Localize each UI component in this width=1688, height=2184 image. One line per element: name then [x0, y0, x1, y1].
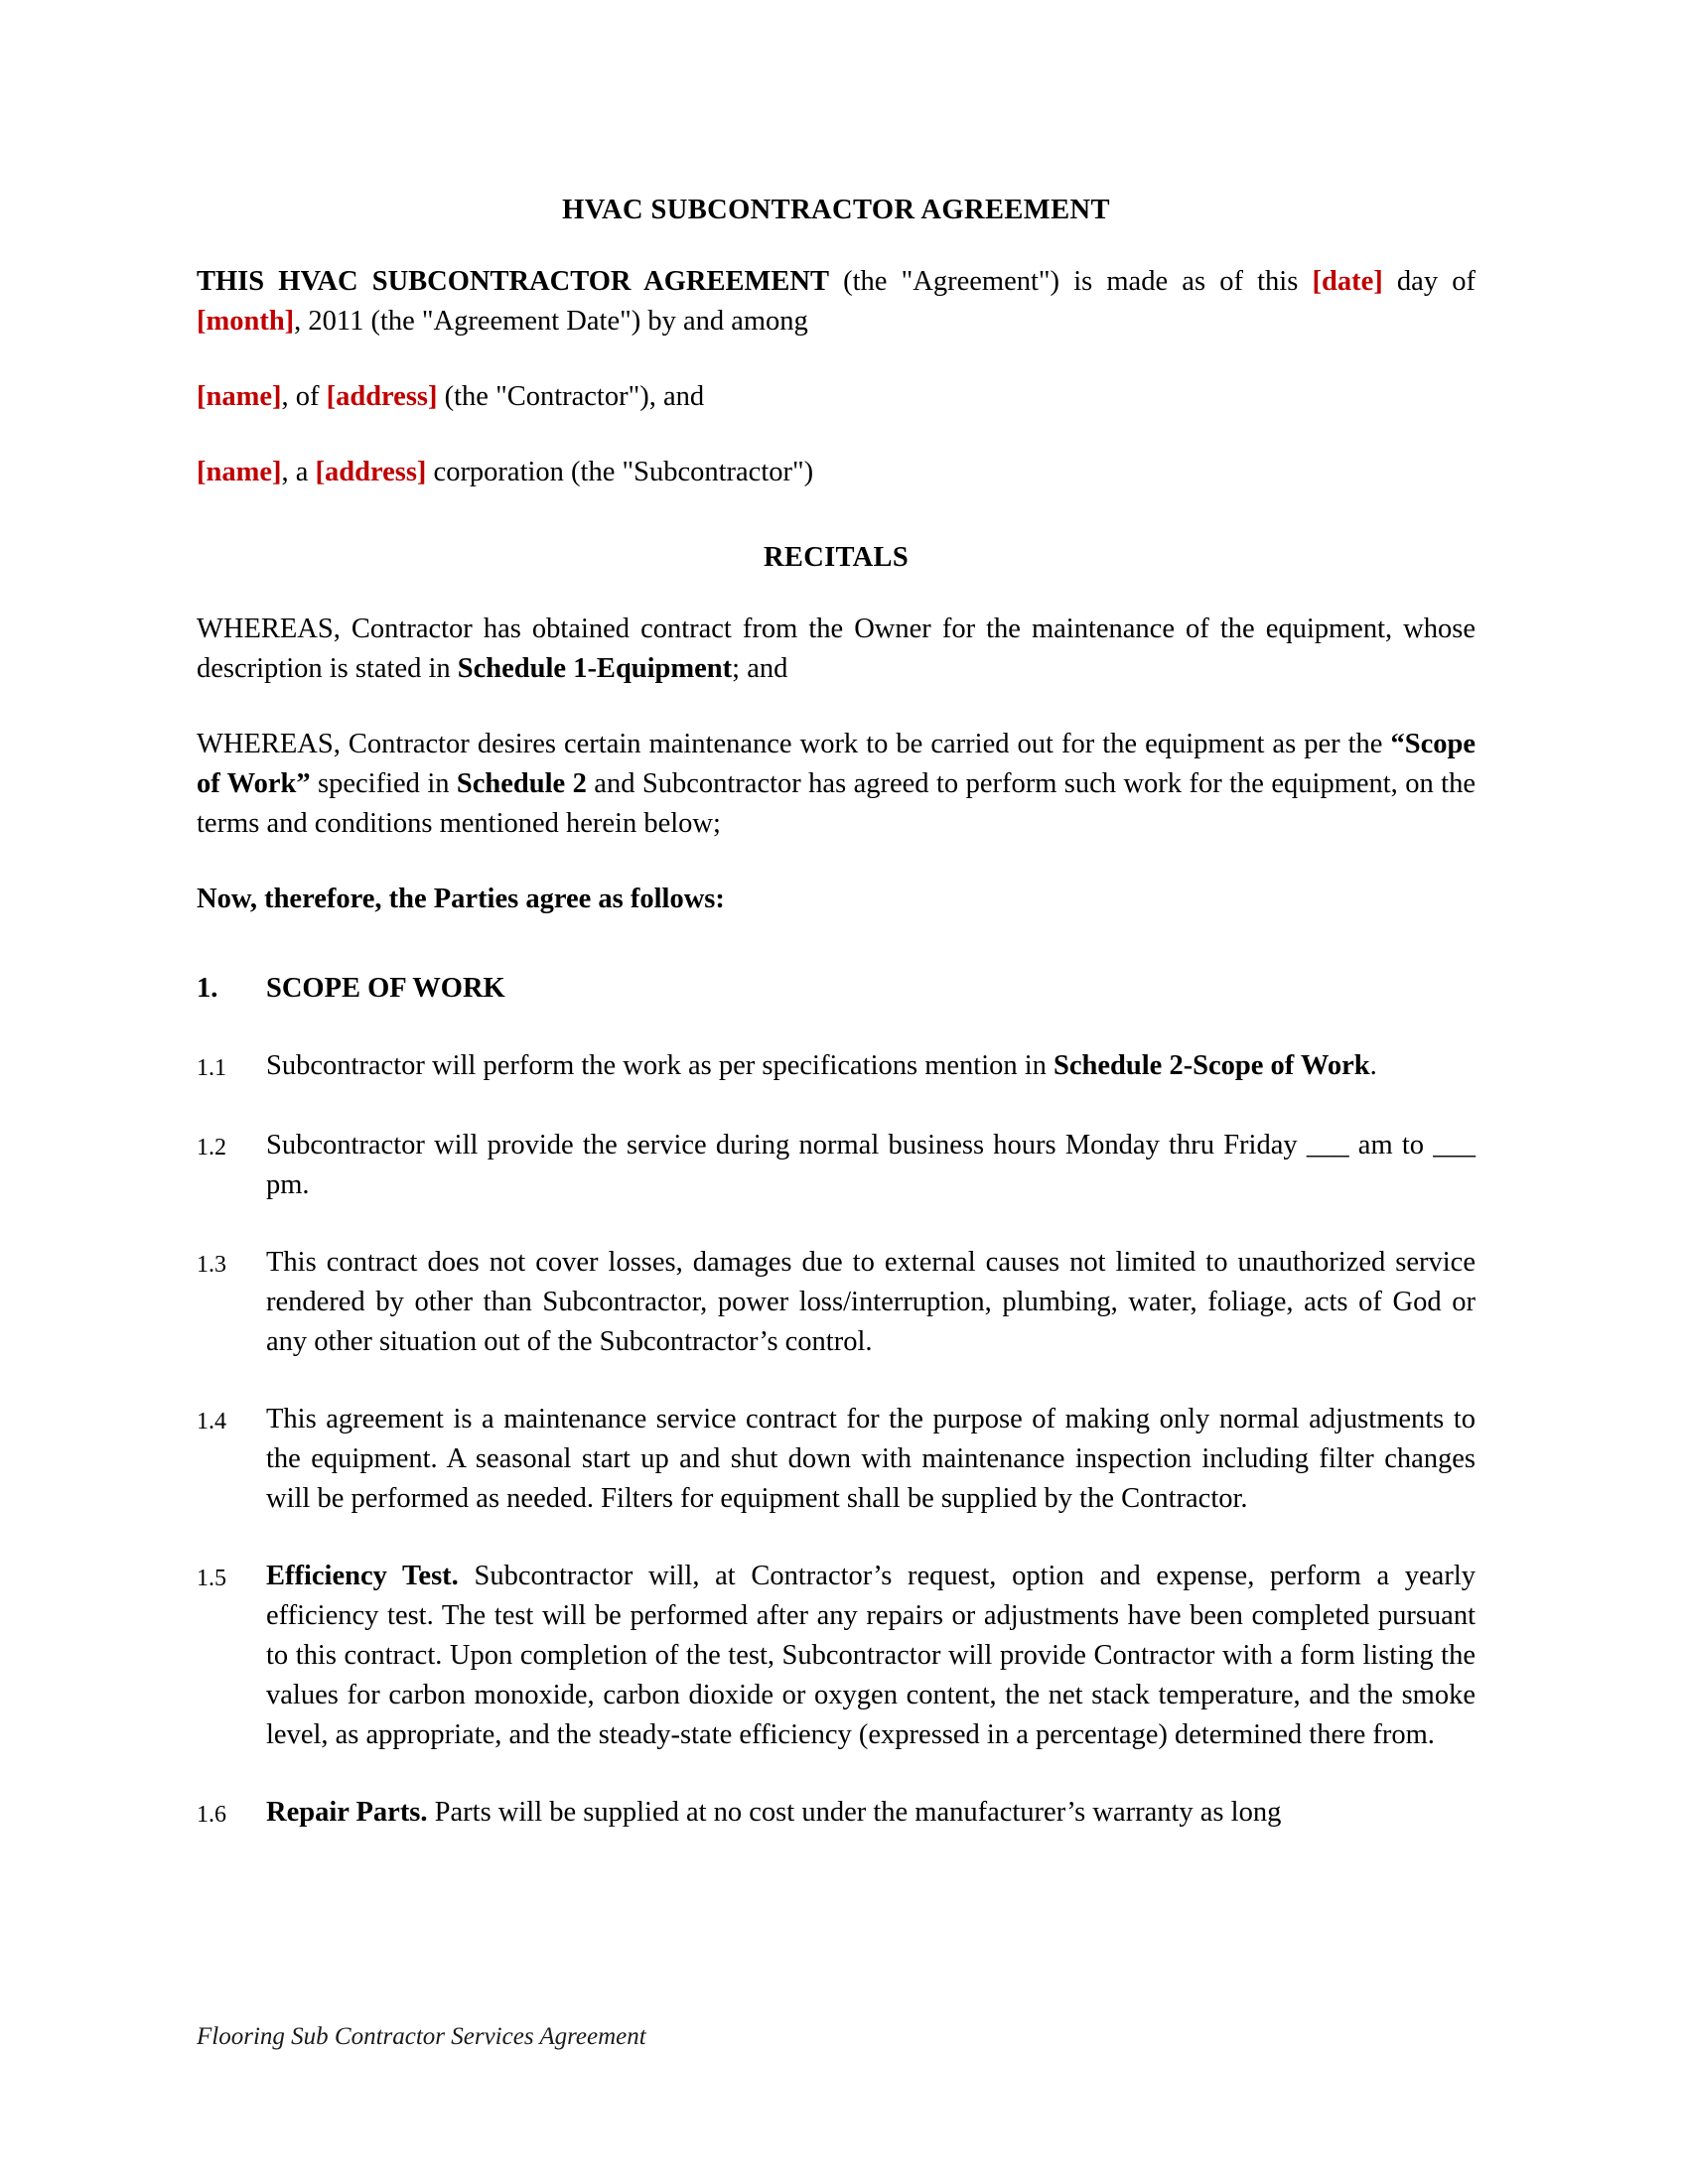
- start-time-blank[interactable]: ___: [1306, 1130, 1349, 1160]
- clause-1-6-lead-term: Repair Parts.: [266, 1797, 428, 1828]
- contractor-address-placeholder[interactable]: [address]: [326, 381, 438, 412]
- clause-1-3: [197, 1205, 1476, 1362]
- clause-body: [266, 1793, 1476, 1835]
- clause-body: [266, 1126, 1476, 1205]
- subcontractor-connector: , a: [281, 457, 316, 487]
- recital-1-text-after: ; and: [732, 653, 788, 684]
- page-title: HVAC SUBCONTRACTOR AGREEMENT: [562, 195, 1110, 225]
- recital-2-schedule-reference: Schedule 2: [456, 768, 587, 799]
- clause-1-1-seg2: .: [1369, 1050, 1377, 1081]
- clause-1-2-seg1: Subcontractor will provide the service during normal business hours Monday thru Friday: [266, 1130, 1307, 1160]
- section-heading-scope-of-work: [197, 919, 1476, 1009]
- party-subcontractor-paragraph: [197, 417, 1476, 492]
- clause-number: 1.5: [197, 1566, 226, 1591]
- clause-1-1-seg1: Subcontractor will perform the work as per specifications mention in: [266, 1050, 1055, 1081]
- contractor-connector: , of: [281, 381, 327, 412]
- agreement-intro-text: Now, therefore, the Parties agree as follows:: [197, 884, 725, 914]
- recital-2-seg3: and Subcontractor has agreed to perform such work for the equipment, on the terms and conditions mentioned herein below;: [197, 768, 1476, 839]
- clause-1-1: [197, 1009, 1476, 1088]
- end-time-blank[interactable]: ___: [1433, 1130, 1476, 1160]
- clause-1-6-seg1: Parts will be supplied at no cost under the manufacturer’s warranty as long: [427, 1797, 1282, 1828]
- subcontractor-tail: corporation (the "Subcontractor"): [426, 457, 814, 487]
- recital-2-scope-of-work-term: “Scope of Work”: [197, 729, 1476, 799]
- date-placeholder[interactable]: [date]: [1312, 266, 1383, 297]
- clause-1-5-seg1: Subcontractor will, at Contractor’s request, option and expense, perform a yearly efficiency test. The test will be performed after any repairs or adjustments have been completed pursuant to this contract. Upon completion of the test, Subcontractor will provide Contractor with a form listing the values for carbon monoxide, carbon dioxide or oxygen content, the net stack temperature, and the smoke level, as appropriate, and the steady-state efficiency (expressed in a percentage) determined there from.: [266, 1561, 1476, 1750]
- clause-number: 1.2: [197, 1135, 226, 1160]
- recital-paragraph-1: [197, 574, 1476, 689]
- clause-1-4: [197, 1362, 1476, 1519]
- clause-number: 1.6: [197, 1802, 226, 1828]
- agreement-intro: [197, 844, 1476, 919]
- clause-body: This contract does not cover losses, damages due to external causes not limited to unauthorized service rendered by other than Subcontractor, power loss/interruption, plumbing, water, foliage, acts of God or any other situation out of the Subcontractor’s control.: [266, 1247, 1476, 1357]
- clause-number: 1.4: [197, 1409, 226, 1434]
- party-contractor-paragraph: [197, 341, 1476, 417]
- clause-1-2-seg2: am to: [1348, 1130, 1434, 1160]
- clause-body: This agreement is a maintenance service contract for the purpose of making only normal adjustments to the equipment. A seasonal start up and shut down with maintenance inspection including filter changes will be performed as needed. Filters for equipment shall be supplied by the Contractor.: [266, 1404, 1476, 1514]
- page-footer: Flooring Sub Contractor Services Agreement: [197, 2023, 646, 2050]
- recital-2-seg1: WHEREAS, Contractor desires certain maintenance work to be carried out for the equipment as per the: [197, 729, 1391, 759]
- document-body: [197, 0, 1476, 1835]
- recitals-heading: RECITALS: [764, 542, 909, 573]
- month-placeholder[interactable]: [month]: [197, 306, 295, 337]
- clause-1-5: [197, 1519, 1476, 1755]
- subcontractor-address-placeholder[interactable]: [address]: [315, 457, 427, 487]
- recital-2-seg2: specified in: [310, 768, 457, 799]
- section-label: SCOPE OF WORK: [266, 973, 505, 1004]
- contractor-name-placeholder[interactable]: [name]: [197, 381, 282, 412]
- clause-1-1-schedule-reference: Schedule 2-Scope of Work: [1054, 1050, 1370, 1081]
- clause-number: 1.3: [197, 1252, 226, 1278]
- clause-body: [266, 1557, 1476, 1755]
- contractor-tail: (the "Contractor"), and: [437, 381, 705, 412]
- recital-paragraph-2: [197, 689, 1476, 844]
- subcontractor-name-placeholder[interactable]: [name]: [197, 457, 282, 487]
- clause-body: [266, 1046, 1476, 1088]
- section-number: 1.: [197, 973, 218, 1004]
- recital-1-schedule-reference: Schedule 1-Equipment: [457, 653, 733, 684]
- recital-1-text-before: WHEREAS, Contractor has obtained contract from the Owner for the maintenance of the equipment, whose description is stated in: [197, 614, 1476, 684]
- preamble-line2-after: , 2011 (the "Agreement Date") by and among: [294, 306, 808, 337]
- preamble-line2-before: day of: [1382, 266, 1477, 297]
- clause-1-6: [197, 1755, 1476, 1835]
- preamble-paragraph: [197, 226, 1476, 341]
- preamble-lead: THIS HVAC SUBCONTRACTOR AGREEMENT: [197, 266, 829, 297]
- clause-number: 1.1: [197, 1055, 226, 1081]
- clause-1-5-lead-term: Efficiency Test.: [266, 1561, 459, 1591]
- preamble-after-lead: (the "Agreement") is made as of this: [828, 266, 1313, 297]
- clause-1-2: [197, 1088, 1476, 1205]
- clause-1-2-seg3: pm.: [266, 1169, 310, 1200]
